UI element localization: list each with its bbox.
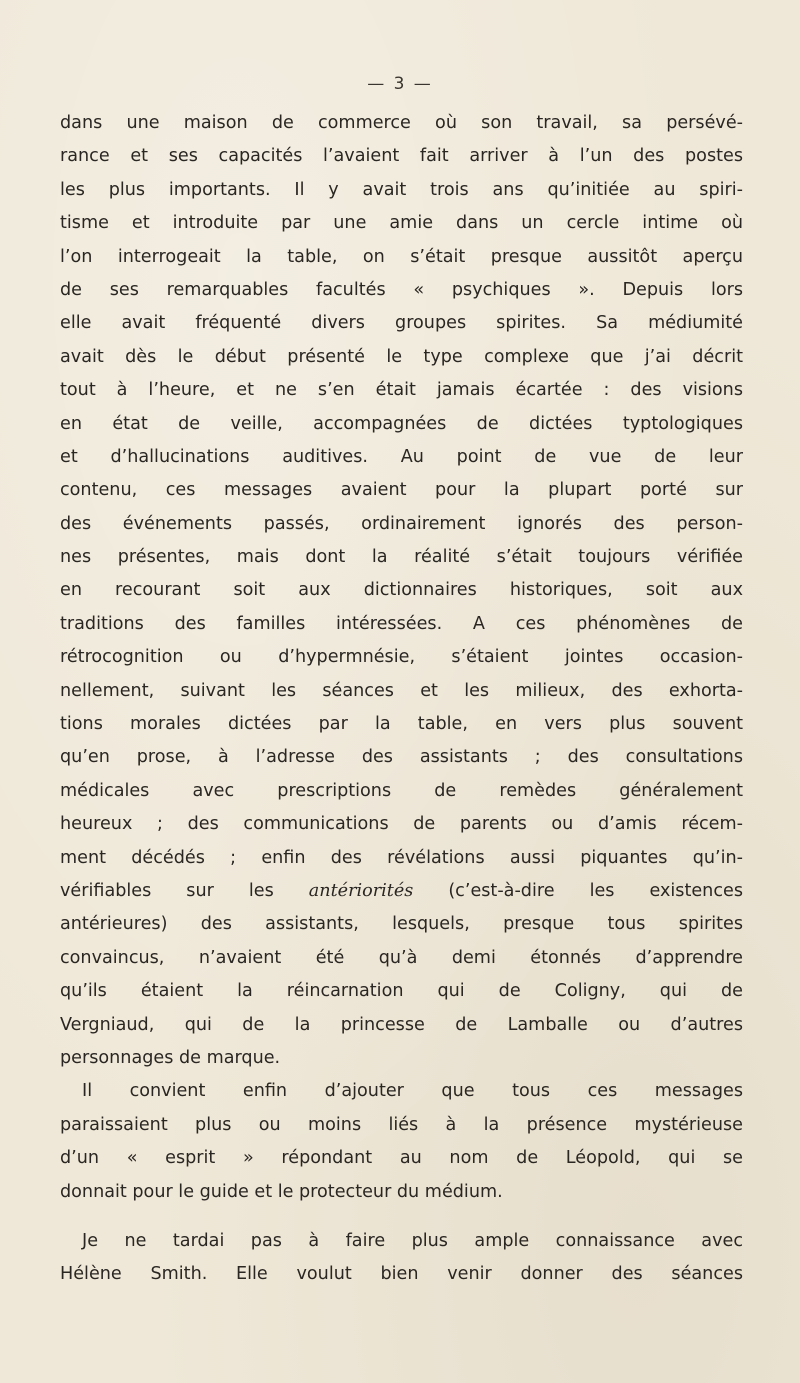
text-line: Il convient enfin d’ajouter que tous ces messages <box>82 1081 743 1102</box>
text-line: avait dès le début présenté le type complexe que j’ai décrit <box>60 346 743 367</box>
text-line: nellement, suivant les séances et les milieux, des exhorta- <box>60 680 743 701</box>
paragraph-1 <box>60 107 743 1075</box>
text-line: en état de veille, accompagnées de dictées typtologiques <box>60 413 743 434</box>
text-line: convaincus, n’avaient été qu’à demi étonnés d’apprendre <box>60 947 743 968</box>
text-line: nes présentes, mais dont la réalité s’était toujours vérifiée <box>60 547 743 568</box>
text-line: donnait pour le guide et le protecteur du médium. <box>60 1181 503 1202</box>
paragraph-gap <box>60 1209 743 1225</box>
italic-term: antériorités <box>308 880 414 901</box>
text-line: tisme et introduite par une amie dans un cercle intime où <box>60 213 743 234</box>
text-line: qu’ils étaient la réincarnation qui de Coligny, qui de <box>60 981 743 1002</box>
text-line: et d’hallucinations auditives. Au point de vue de leur <box>60 446 743 467</box>
text-line: d’un « esprit » répondant au nom de Léopold, qui se <box>60 1148 743 1169</box>
paragraph-2 <box>60 1075 743 1209</box>
text-line: Je ne tardai pas à faire plus ample connaissance avec <box>82 1230 743 1251</box>
text-line: des événements passés, ordinairement ignorés des person- <box>60 513 743 534</box>
text-line: antérieures) des assistants, lesquels, presque tous spirites <box>60 914 743 935</box>
text-line: les plus importants. Il y avait trois ans qu’initiée au spiri- <box>60 179 743 200</box>
text-line: heureux ; des communications de parents ou d’amis récem- <box>60 814 743 835</box>
text-line: qu’en prose, à l’adresse des assistants ; des consultations <box>60 747 743 768</box>
text-line: médicales avec prescriptions de remèdes généralement <box>60 780 743 801</box>
text-line: personnages de marque. <box>60 1047 281 1068</box>
text-line: traditions des familles intéressées. A ces phénomènes de <box>60 613 743 634</box>
text-line: ment décédés ; enfin des révélations aussi piquantes qu’in- <box>60 847 743 868</box>
text-line: paraissaient plus ou moins liés à la présence mystérieuse <box>60 1114 743 1135</box>
text-line: rétrocognition ou d’hypermnésie, s’étaient jointes occasion- <box>60 647 743 668</box>
text-line: tions morales dictées par la table, en vers plus souvent <box>60 714 743 735</box>
text-line: en recourant soit aux dictionnaires historiques, soit aux <box>60 580 743 601</box>
text-segment: (c’est-à-dire les existences <box>448 880 743 901</box>
page-number: — 3 — <box>367 74 433 94</box>
text-line: Hélène Smith. Elle voulut bien venir donner des séances <box>60 1264 743 1285</box>
text-line: Vergniaud, qui de la princesse de Lamballe ou d’autres <box>60 1014 743 1035</box>
text-line: de ses remarquables facultés « psychiques ». Depuis lors <box>60 279 743 300</box>
text-line: l’on interrogeait la table, on s’était presque aussitôt aperçu <box>60 246 743 267</box>
text-line: tout à l’heure, et ne s’en était jamais écartée : des visions <box>60 380 743 401</box>
body-text <box>60 107 743 1292</box>
text-line: dans une maison de commerce où son travail, sa persévé- <box>60 113 743 133</box>
paragraph-3 <box>60 1225 743 1292</box>
text-line-with-italic <box>60 875 743 908</box>
text-line: contenu, ces messages avaient pour la plupart porté sur <box>60 480 743 501</box>
text-line: rance et ses capacités l’avaient fait arriver à l’un des postes <box>60 146 743 167</box>
text-line: elle avait fréquenté divers groupes spirites. Sa médiumité <box>60 313 743 334</box>
text-segment: vérifiables sur les <box>60 880 274 901</box>
